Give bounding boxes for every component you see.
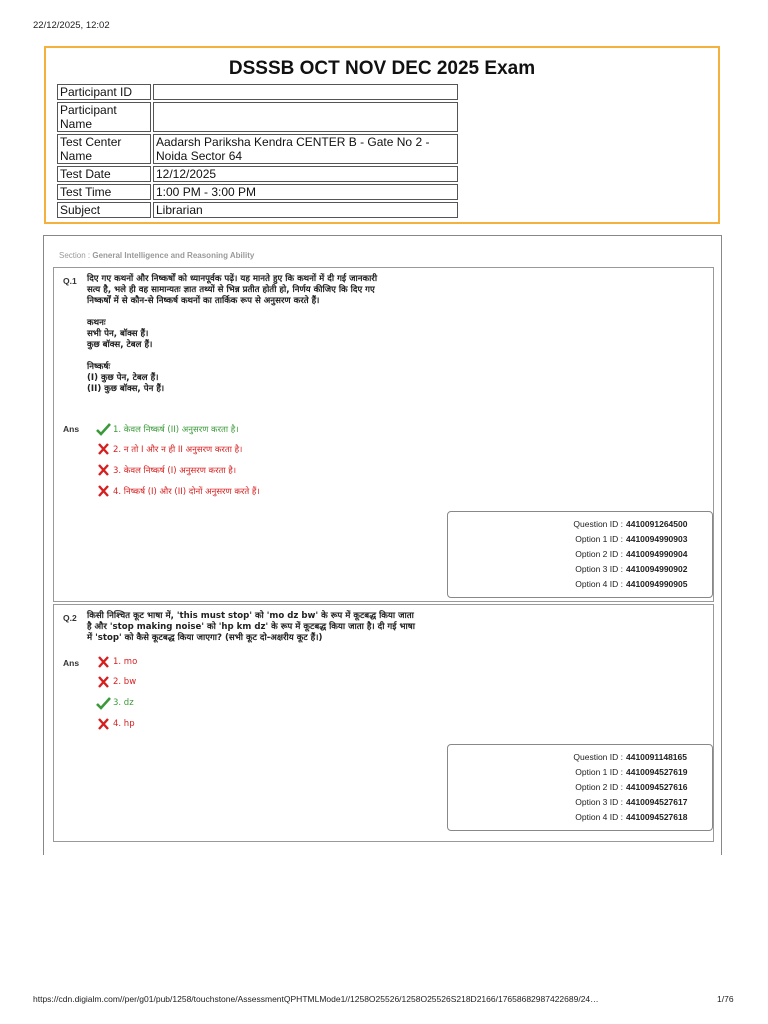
option-1 xyxy=(96,655,137,669)
option-text: 1. केवल निष्कर्ष (II) अनुसरण करता है। xyxy=(113,424,239,435)
info-value xyxy=(153,84,458,100)
question-line: निष्कर्षों में से कौन-से निष्कर्ष कथनों का तार्किक रूप से अनुसरण करते हैं। xyxy=(87,296,320,306)
option-id-row: Option 2 ID : 4410094527616 xyxy=(575,782,688,792)
info-row-test-date xyxy=(57,166,458,182)
print-date: 22/12/2025, 12:02 xyxy=(33,20,110,31)
option-id-row: Option 4 ID : 4410094990905 xyxy=(575,579,688,589)
question-line: (II) कुछ बॉक्स, पेन हैं। xyxy=(87,384,165,394)
info-value xyxy=(153,102,458,132)
participant-info-table xyxy=(55,82,460,220)
info-label: Subject xyxy=(57,202,151,218)
ans-label: Ans xyxy=(63,658,80,668)
question-line: कथनः xyxy=(87,318,106,328)
question-line: सभी पेन, बॉक्स हैं। xyxy=(87,329,149,339)
option-4 xyxy=(96,484,260,498)
info-row-test-center xyxy=(57,134,458,164)
option-3 xyxy=(96,696,134,710)
info-row-test-time xyxy=(57,184,458,200)
option-text: 3. केवल निष्कर्ष (I) अनुसरण करता है। xyxy=(113,465,237,476)
question-line: कुछ बॉक्स, टेबल हैं। xyxy=(87,340,153,350)
option-text: 2. न तो I और न ही II अनुसरण करता है। xyxy=(113,444,243,455)
question-number: Q.2 xyxy=(63,613,77,623)
info-value: Librarian xyxy=(153,202,458,218)
info-value: Aadarsh Pariksha Kendra CENTER B - Gate No 2 - Noida Sector 64 xyxy=(153,134,458,164)
info-label: Participant ID xyxy=(57,84,151,100)
info-row-participant-id xyxy=(57,84,458,100)
option-id-row: Option 1 ID : 4410094990903 xyxy=(575,534,688,544)
option-id-row: Option 2 ID : 4410094990904 xyxy=(575,549,688,559)
cross-icon xyxy=(96,675,111,689)
option-3 xyxy=(96,463,236,477)
question-text xyxy=(87,611,487,644)
info-label: Test Date xyxy=(57,166,151,182)
question-card-2 xyxy=(53,604,714,842)
info-row-participant-name xyxy=(57,102,458,132)
question-text xyxy=(87,274,487,395)
cross-icon xyxy=(96,442,111,456)
info-label: Participant Name xyxy=(57,102,151,132)
option-1 xyxy=(96,422,239,436)
option-2 xyxy=(96,675,136,689)
question-number: Q.1 xyxy=(63,276,77,286)
option-text: 2. bw xyxy=(113,677,137,687)
option-4 xyxy=(96,717,135,731)
section-label xyxy=(59,251,254,260)
option-text: 1. mo xyxy=(113,657,138,667)
option-id-row: Option 1 ID : 4410094527619 xyxy=(575,767,688,777)
option-id-row: Option 3 ID : 4410094990902 xyxy=(575,564,688,574)
cross-icon xyxy=(96,484,111,498)
info-value: 12/12/2025 xyxy=(153,166,458,182)
info-row-subject xyxy=(57,202,458,218)
question-line: दिए गए कथनों और निष्कर्षों को ध्यानपूर्वक पढ़ें। यह मानते हुए कि कथनों में दी गई जानकारी xyxy=(87,274,378,284)
ans-label: Ans xyxy=(63,424,80,434)
question-line: किसी निश्चित कूट भाषा में, 'this must stop' को 'mo dz bw' के रूप में कूटबद्ध किया जाता xyxy=(87,611,414,621)
section-prefix: Section : xyxy=(59,251,93,260)
option-id-row: Option 4 ID : 4410094527618 xyxy=(575,812,688,822)
footer-url: https://cdn.digialm.com//per/g01/pub/1258/touchstone/AssessmentQPHTMLMode1//1258O25526/1258O25526S218D2166/17658682987422689/24… xyxy=(33,994,599,1004)
question-line: है और 'stop making noise' को 'hp km dz' के रूप में कूटबद्ध किया जाता है। दी गई भाषा xyxy=(87,622,415,632)
question-card-1 xyxy=(53,267,714,602)
question-id-box xyxy=(447,511,713,598)
cross-icon xyxy=(96,655,111,669)
option-2 xyxy=(96,442,242,456)
check-icon xyxy=(96,422,111,436)
question-line: (I) कुछ पेन, टेबल हैं। xyxy=(87,373,159,383)
option-text: 4. hp xyxy=(113,719,135,729)
option-id-row: Option 3 ID : 4410094527617 xyxy=(575,797,688,807)
info-label: Test Center Name xyxy=(57,134,151,164)
info-value: 1:00 PM - 3:00 PM xyxy=(153,184,458,200)
exam-title: DSSSB OCT NOV DEC 2025 Exam xyxy=(228,58,536,79)
info-label: Test Time xyxy=(57,184,151,200)
exam-header-box xyxy=(44,46,720,224)
section-name: General Intelligence and Reasoning Ability xyxy=(92,251,255,260)
question-line: में 'stop' को कैसे कूटबद्ध किया जाएगा? (सभी कूट दो-अक्षरीय कूट हैं।) xyxy=(87,633,323,643)
question-id-row: Question ID : 4410091264500 xyxy=(573,519,688,529)
question-id-row: Question ID : 4410091148165 xyxy=(573,752,687,762)
page-number: 1/76 xyxy=(717,994,734,1004)
option-text: 4. निष्कर्ष (I) और (II) दोनों अनुसरण करते हैं। xyxy=(113,486,260,497)
cross-icon xyxy=(96,717,111,731)
question-line: सत्य है, भले ही वह सामान्यतः ज्ञात तथ्यों से भिन्न प्रतीत होती हो, निर्णय कीजिए कि दिए गए xyxy=(87,285,375,295)
question-id-box xyxy=(447,744,713,831)
section-container xyxy=(43,235,722,855)
option-text: 3. dz xyxy=(113,698,134,708)
check-icon xyxy=(96,696,111,710)
question-line: निष्कर्षः xyxy=(87,362,111,372)
cross-icon xyxy=(96,463,111,477)
